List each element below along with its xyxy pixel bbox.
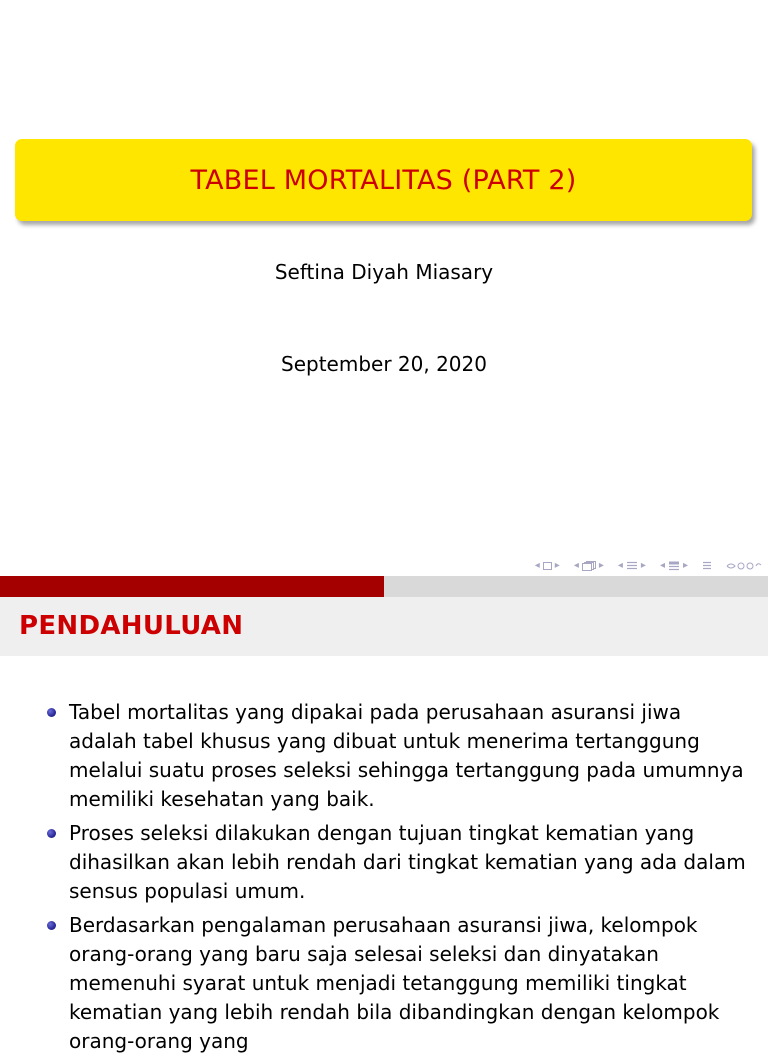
beamer-navigation-bar bbox=[535, 560, 762, 571]
nav-subsection-list-group[interactable] bbox=[660, 560, 688, 571]
arrow-right-icon[interactable]: ▸ bbox=[682, 560, 688, 571]
presentation-date: September 20, 2020 bbox=[281, 352, 487, 376]
list-item bbox=[0, 911, 768, 1056]
nav-search-icon[interactable] bbox=[726, 561, 762, 571]
list-item bbox=[0, 698, 768, 814]
nav-subsection-icon[interactable] bbox=[582, 561, 596, 571]
arrow-right-icon[interactable]: ▸ bbox=[598, 560, 604, 571]
frame-title: PENDAHULUAN bbox=[19, 611, 244, 641]
frame-title-bar bbox=[0, 597, 768, 656]
nav-section-icon[interactable] bbox=[668, 561, 680, 571]
nav-section-icon[interactable] bbox=[626, 561, 638, 571]
arrow-left-icon[interactable]: ◂ bbox=[617, 560, 623, 571]
progress-bar bbox=[0, 576, 768, 597]
bullet-list bbox=[0, 698, 768, 1061]
progress-fill bbox=[0, 576, 384, 597]
arrow-left-icon[interactable]: ◂ bbox=[534, 560, 540, 571]
title-box bbox=[15, 139, 752, 221]
bullet-icon bbox=[47, 829, 56, 838]
list-item bbox=[0, 819, 768, 906]
bullet-text: Tabel mortalitas yang dipakai pada perusahaan asuransi jiwa adalah tabel khusus yang dibuat untuk menerima tertanggung melalui suatu proses seleksi sehingga tertanggung pada umumnya memiliki kesehatan yang baik. bbox=[69, 700, 744, 811]
bullet-text: Berdasarkan pengalaman perusahaan asuransi jiwa, kelompok orang-orang yang baru saja selesai seleksi dan dinyatakan memenuhi syarat untuk menjadi tetanggung memiliki tingkat kematian yang lebih rendah bila dibandingkan dengan kelompok orang-orang yang bbox=[69, 913, 720, 1053]
presentation-title: TABEL MORTALITAS (PART 2) bbox=[190, 164, 577, 196]
nav-section-group[interactable] bbox=[618, 560, 646, 571]
arrow-right-icon[interactable]: ▸ bbox=[640, 560, 646, 571]
nav-doc-icon[interactable] bbox=[702, 561, 712, 571]
arrow-left-icon[interactable]: ◂ bbox=[573, 560, 579, 571]
bullet-text: Proses seleksi dilakukan dengan tujuan tingkat kematian yang dihasilkan akan lebih rendah dari tingkat kematian yang ada dalam sensus populasi umum. bbox=[69, 821, 746, 903]
nav-doc-group[interactable] bbox=[702, 561, 712, 571]
nav-frame-group[interactable] bbox=[535, 560, 560, 571]
nav-frame-icon[interactable] bbox=[543, 562, 552, 570]
author-name: Seftina Diyah Miasary bbox=[274, 260, 494, 284]
nav-search-group[interactable] bbox=[726, 561, 762, 571]
content-slide bbox=[0, 576, 768, 1053]
arrow-right-icon[interactable]: ▸ bbox=[554, 560, 560, 571]
bullet-icon bbox=[47, 708, 56, 717]
bullet-icon bbox=[47, 921, 56, 930]
nav-subsection-group[interactable] bbox=[574, 560, 604, 571]
arrow-left-icon[interactable]: ◂ bbox=[659, 560, 665, 571]
